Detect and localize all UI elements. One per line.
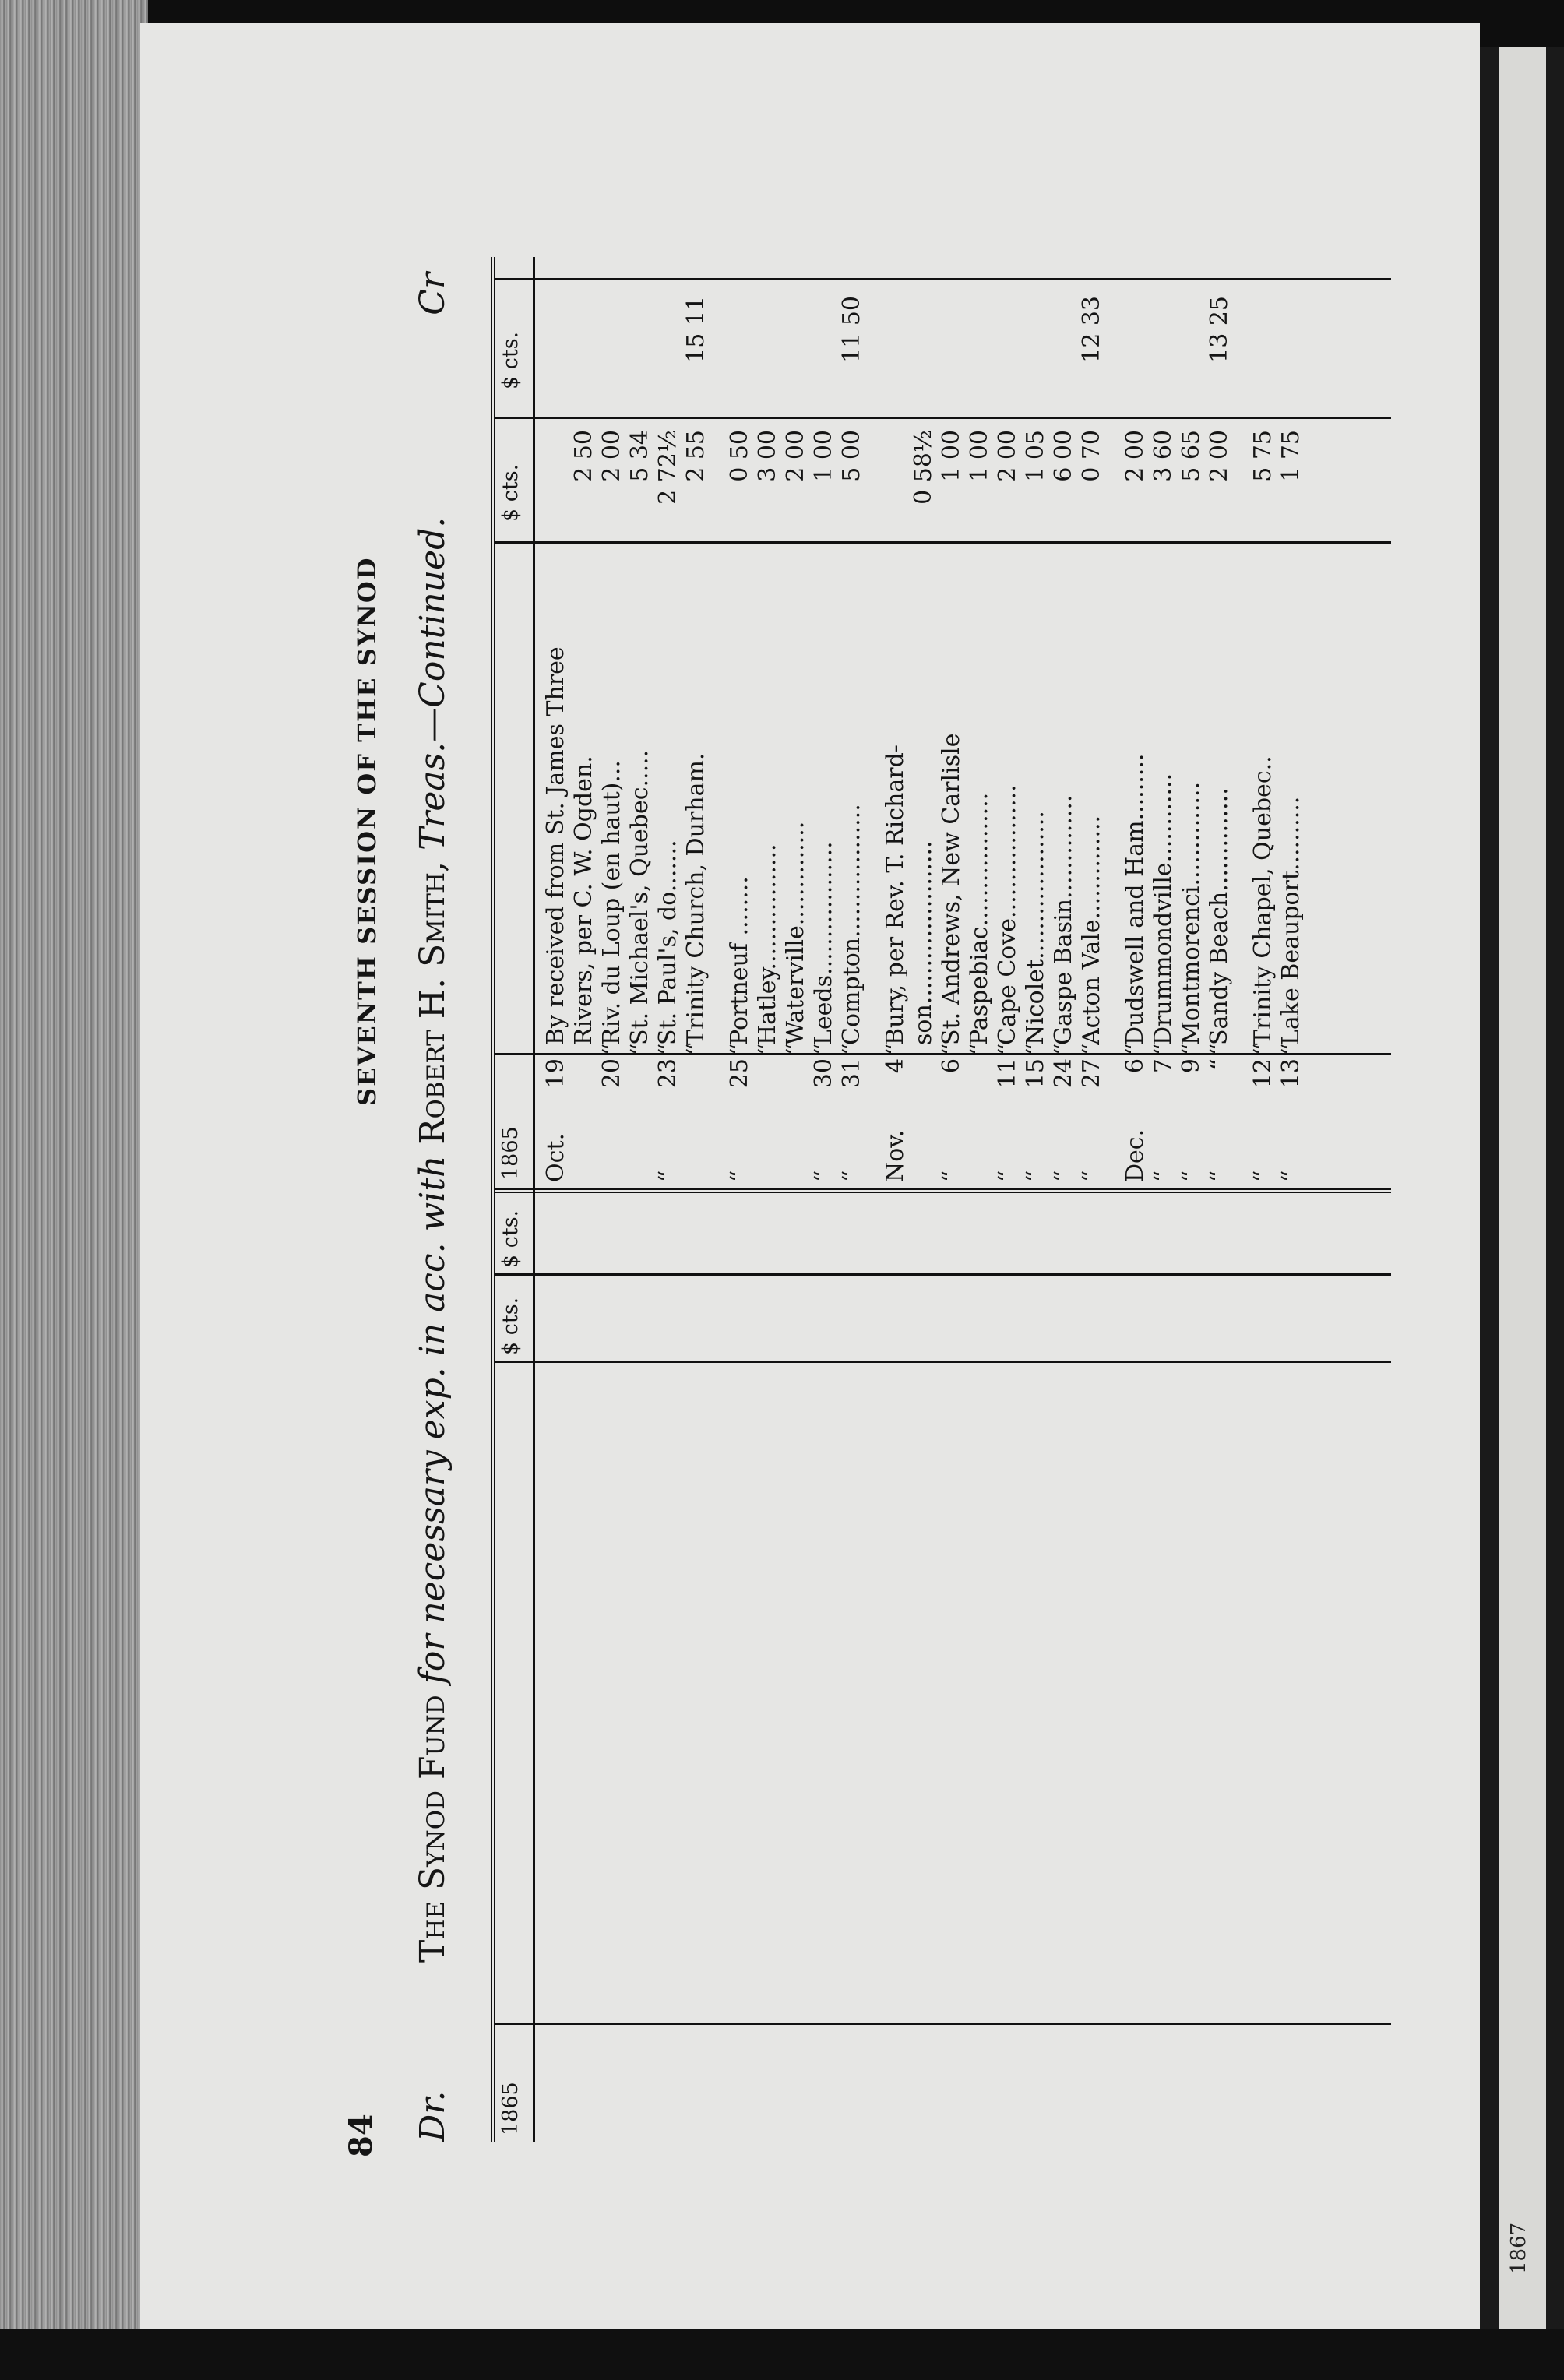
row-amount: 5 00 (838, 430, 865, 482)
title-middle: for necessary exp. in acc. with (413, 1144, 453, 1695)
ditto-mark: “ (1078, 1043, 1105, 1055)
row-month: “ (726, 1170, 753, 1182)
credit-row (810, 257, 837, 2142)
row-description: Hatley................. (754, 843, 781, 1045)
row-description: By received from St. James Three (542, 646, 569, 1045)
credit-row (1178, 257, 1204, 2142)
row-month: “ (1277, 1170, 1305, 1182)
row-amount: 0 50 (726, 430, 753, 482)
row-amount: 5 34 (626, 430, 653, 482)
row-amount: 2 50 (570, 430, 597, 482)
row-amount: 2 00 (782, 430, 809, 482)
row-description: Sandy Beach.............. (1206, 787, 1233, 1045)
row-month: “ (1022, 1170, 1049, 1182)
credit-row (1022, 257, 1048, 2142)
row-amount: 3 00 (754, 430, 781, 482)
credit-row (598, 257, 625, 2142)
ditto-mark: “ (782, 1043, 809, 1055)
row-description: Montmorenci.............. (1178, 782, 1205, 1045)
credit-row (754, 257, 780, 2142)
row-day: 23 (654, 1058, 682, 1089)
page-number: 84 (343, 2114, 379, 2157)
row-amount: 1 00 (938, 430, 965, 482)
row-day: 15 (1022, 1058, 1049, 1089)
credit-row (966, 257, 992, 2142)
row-description: son...................... (910, 840, 937, 1045)
credit-row (1249, 257, 1276, 2142)
ditto-mark: “ (938, 1043, 965, 1055)
facing-page-paper (1499, 47, 1546, 2336)
ditto-mark: “ (1122, 1043, 1149, 1055)
debit-label: Dr. (413, 2090, 453, 2142)
row-day: 11 (994, 1058, 1021, 1089)
credit-cts-header: $ cts. (498, 463, 523, 522)
row-amount: 2 00 (1122, 430, 1149, 482)
credit-row (626, 257, 653, 2142)
row-day: 20 (598, 1058, 625, 1089)
row-total: 12 33 (1078, 296, 1105, 363)
row-day: “ (1206, 1058, 1233, 1071)
row-description: Gaspe Basin.............. (1050, 794, 1077, 1045)
ditto-mark: “ (838, 1043, 865, 1055)
row-amount: 1 05 (1022, 430, 1049, 482)
row-month: “ (994, 1170, 1021, 1182)
scan-bottom-border (0, 2329, 1564, 2380)
row-month: Nov. (882, 1129, 909, 1182)
ditto-mark: “ (1277, 1043, 1305, 1055)
credit-row (1277, 257, 1304, 2142)
title-suffix: Treas.—Continued. (413, 516, 453, 862)
row-day: 6 (938, 1058, 965, 1074)
credit-row (782, 257, 808, 2142)
row-description: Nicolet.................... (1022, 811, 1049, 1045)
row-month: “ (1249, 1170, 1277, 1182)
ledger-page (343, 241, 1433, 2157)
row-description: Dudswell and Ham......... (1122, 753, 1149, 1045)
row-amount: 5 75 (1249, 430, 1277, 482)
row-amount: 2 72½ (654, 430, 682, 505)
row-description: Rivers, per C. W. Ogden. (570, 755, 597, 1045)
row-month: Dec. (1122, 1128, 1149, 1182)
row-month: “ (810, 1170, 837, 1182)
row-day: 27 (1078, 1058, 1105, 1089)
ditto-mark: “ (1206, 1043, 1233, 1055)
credit-row (1078, 257, 1104, 2142)
ledger-table (491, 257, 1430, 2142)
row-day: 31 (838, 1058, 865, 1089)
title-fund: The Synod Fund (413, 1695, 453, 1963)
row-day: 24 (1050, 1058, 1077, 1089)
ditto-mark: “ (994, 1043, 1021, 1055)
row-description: Paspebiac.................. (966, 792, 993, 1045)
credit-row (542, 257, 569, 2142)
credit-row (1122, 257, 1148, 2142)
row-day: 6 (1122, 1058, 1149, 1074)
row-month: “ (1078, 1170, 1105, 1182)
row-amount: 2 00 (598, 430, 625, 482)
row-month: “ (1050, 1170, 1077, 1182)
row-day: 19 (542, 1058, 569, 1089)
row-description: Portneuf ........ (726, 876, 753, 1045)
credit-row (1206, 257, 1232, 2142)
credit-row (1150, 257, 1176, 2142)
row-month: “ (654, 1170, 682, 1182)
row-amount: 2 55 (682, 430, 710, 482)
book-binding-edge (0, 0, 148, 2336)
debit-total-header: $ cts. (498, 1209, 523, 1268)
facing-page-year: 1867 (1507, 2222, 1531, 2274)
row-description: Compton.................. (838, 804, 865, 1045)
row-month: “ (838, 1170, 865, 1182)
row-day: 12 (1249, 1058, 1277, 1089)
row-description: St. Paul's, do....... (654, 840, 682, 1045)
credit-row (682, 257, 709, 2142)
row-description: Drummondville............ (1150, 773, 1177, 1045)
row-description: Waterville.............. (782, 821, 809, 1045)
row-month: Oct. (542, 1133, 569, 1182)
title-treasurer: Robert H. Smith, (413, 861, 453, 1145)
row-day: 4 (882, 1058, 909, 1074)
ditto-mark: “ (882, 1043, 909, 1055)
credit-row (1050, 257, 1076, 2142)
row-month: “ (1150, 1170, 1177, 1182)
row-month: “ (1178, 1170, 1205, 1182)
credit-row (994, 257, 1020, 2142)
row-month: “ (1206, 1170, 1233, 1182)
ditto-mark: “ (754, 1043, 781, 1055)
row-amount: 0 58½ (910, 430, 937, 505)
ditto-mark: “ (598, 1043, 625, 1055)
row-amount: 5 65 (1178, 430, 1205, 482)
row-description: St. Andrews, New Carlisle (938, 733, 965, 1045)
credit-row (838, 257, 865, 2142)
ditto-mark: “ (1150, 1043, 1177, 1055)
credit-row (654, 257, 681, 2142)
row-amount: 2 00 (994, 430, 1021, 482)
row-description: Acton Vale.............. (1078, 815, 1105, 1045)
row-month: “ (938, 1170, 965, 1182)
ditto-mark: “ (1022, 1043, 1049, 1055)
title-text (413, 517, 453, 1963)
row-amount: 3 60 (1150, 430, 1177, 482)
credit-label: Cr (413, 273, 453, 315)
row-description: Leeds.................. (810, 841, 837, 1045)
row-description: Lake Beauport.......... (1277, 796, 1305, 1045)
row-description: Trinity Church, Durham. (682, 752, 710, 1045)
credit-total-header: $ cts. (498, 331, 523, 389)
row-description: Bury, per Rev. T. Richard- (882, 745, 909, 1045)
row-description: Trinity Chapel, Quebec.. (1249, 755, 1277, 1045)
row-day: 7 (1150, 1058, 1177, 1074)
ditto-mark: “ (810, 1043, 837, 1055)
row-day: 25 (726, 1058, 753, 1089)
row-description: St. Michael's, Quebec..... (626, 749, 653, 1045)
credit-row (726, 257, 752, 2142)
ditto-mark: “ (654, 1043, 682, 1055)
ditto-mark: “ (726, 1043, 753, 1055)
ditto-mark: “ (1249, 1043, 1277, 1055)
credit-row (882, 257, 908, 2142)
row-total: 11 50 (838, 296, 865, 363)
ditto-mark: “ (1050, 1043, 1077, 1055)
row-amount: 1 00 (810, 430, 837, 482)
running-head: SEVENTH SESSION OF THE SYNOD (352, 556, 382, 1106)
debit-cts-header: $ cts. (498, 1297, 523, 1355)
account-title (413, 273, 467, 2142)
ditto-mark: “ (682, 1043, 710, 1055)
rule (533, 257, 535, 2142)
debit-year: 1865 (498, 2082, 523, 2135)
ditto-mark: “ (966, 1043, 993, 1055)
credit-row (910, 257, 936, 2142)
credit-row (938, 257, 964, 2142)
credit-row (570, 257, 597, 2142)
ditto-mark: “ (1178, 1043, 1205, 1055)
row-amount: 0 70 (1078, 430, 1105, 482)
row-description: Cape Cove.................. (994, 784, 1021, 1045)
row-day: 9 (1178, 1058, 1205, 1074)
row-amount: 1 75 (1277, 430, 1305, 482)
row-amount: 2 00 (1206, 430, 1233, 482)
credit-year: 1865 (498, 1126, 523, 1180)
row-day: 13 (1277, 1058, 1305, 1089)
row-total: 13 25 (1206, 296, 1233, 363)
row-day: 30 (810, 1058, 837, 1089)
row-amount: 6 00 (1050, 430, 1077, 482)
row-description: Riv. du Loup (en haut)... (598, 760, 625, 1045)
row-total: 15 11 (682, 296, 710, 363)
row-amount: 1 00 (966, 430, 993, 482)
ditto-mark: “ (626, 1043, 653, 1055)
